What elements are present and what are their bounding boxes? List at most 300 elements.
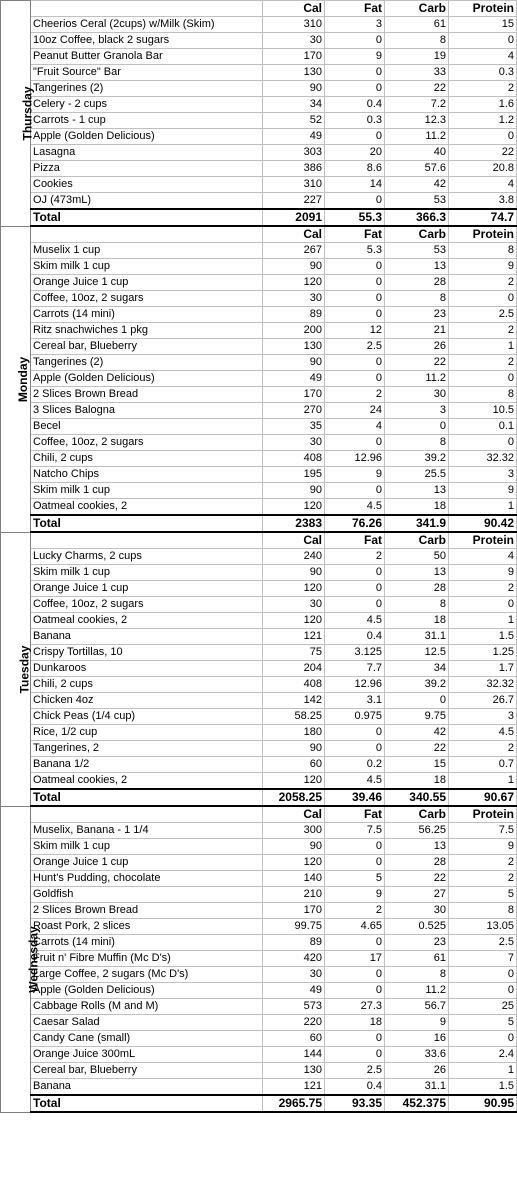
protein-cell[interactable]: 0 [449, 371, 517, 387]
protein-cell[interactable]: 13.05 [449, 919, 517, 935]
food-name-cell[interactable]: Orange Juice 1 cup [31, 581, 263, 597]
total-label-cell[interactable]: Total [31, 789, 263, 806]
cal-cell[interactable]: 170 [263, 387, 325, 403]
food-name-cell[interactable]: Lucky Charms, 2 cups [31, 549, 263, 565]
food-name-cell[interactable]: OJ (473mL) [31, 193, 263, 210]
fat-cell[interactable]: 0 [325, 81, 385, 97]
fat-cell[interactable]: 0 [325, 935, 385, 951]
fat-cell[interactable]: 0 [325, 33, 385, 49]
column-header-protein[interactable]: Protein [449, 532, 517, 549]
protein-cell[interactable]: 9 [449, 259, 517, 275]
fat-cell[interactable]: 0 [325, 307, 385, 323]
fat-cell[interactable]: 0.975 [325, 709, 385, 725]
total-cal-cell[interactable]: 2383 [263, 515, 325, 532]
food-name-cell[interactable]: Cereal bar, Blueberry [31, 339, 263, 355]
food-name-cell[interactable]: Celery - 2 cups [31, 97, 263, 113]
carb-cell[interactable]: 26 [385, 1063, 449, 1079]
carb-cell[interactable]: 18 [385, 613, 449, 629]
protein-cell[interactable]: 1 [449, 613, 517, 629]
total-cal-cell[interactable]: 2965.75 [263, 1095, 325, 1112]
column-header-cal[interactable]: Cal [263, 532, 325, 549]
total-carb-cell[interactable]: 340.55 [385, 789, 449, 806]
cal-cell[interactable]: 120 [263, 855, 325, 871]
food-name-cell[interactable]: Hunt's Pudding, chocolate [31, 871, 263, 887]
food-name-cell[interactable]: 2 Slices Brown Bread [31, 387, 263, 403]
food-name-cell[interactable]: Banana [31, 1079, 263, 1096]
cal-cell[interactable]: 120 [263, 581, 325, 597]
protein-cell[interactable]: 1.2 [449, 113, 517, 129]
protein-cell[interactable]: 0.7 [449, 757, 517, 773]
fat-cell[interactable]: 0 [325, 839, 385, 855]
carb-cell[interactable]: 0 [385, 693, 449, 709]
cal-cell[interactable]: 200 [263, 323, 325, 339]
column-header-fat[interactable]: Fat [325, 532, 385, 549]
food-name-cell[interactable]: Apple (Golden Delicious) [31, 983, 263, 999]
cal-cell[interactable]: 386 [263, 161, 325, 177]
cal-cell[interactable]: 170 [263, 903, 325, 919]
fat-cell[interactable]: 0 [325, 983, 385, 999]
protein-cell[interactable]: 2 [449, 581, 517, 597]
protein-cell[interactable]: 0 [449, 129, 517, 145]
cal-cell[interactable]: 90 [263, 839, 325, 855]
food-name-cell[interactable]: "Fruit Source" Bar [31, 65, 263, 81]
cal-cell[interactable]: 310 [263, 177, 325, 193]
protein-cell[interactable]: 4 [449, 49, 517, 65]
cal-cell[interactable]: 99.75 [263, 919, 325, 935]
column-header-carb[interactable]: Carb [385, 226, 449, 243]
protein-cell[interactable]: 0 [449, 983, 517, 999]
column-header-fat[interactable]: Fat [325, 806, 385, 823]
fat-cell[interactable]: 7.7 [325, 661, 385, 677]
food-name-cell[interactable]: Chick Peas (1/4 cup) [31, 709, 263, 725]
cal-cell[interactable]: 120 [263, 773, 325, 790]
food-name-cell[interactable]: 3 Slices Balogna [31, 403, 263, 419]
carb-cell[interactable]: 12.3 [385, 113, 449, 129]
cal-cell[interactable]: 120 [263, 613, 325, 629]
fat-cell[interactable]: 0 [325, 259, 385, 275]
cal-cell[interactable]: 140 [263, 871, 325, 887]
food-name-cell[interactable]: Cereal bar, Blueberry [31, 1063, 263, 1079]
carb-cell[interactable]: 13 [385, 483, 449, 499]
carb-cell[interactable]: 40 [385, 145, 449, 161]
carb-cell[interactable]: 8 [385, 291, 449, 307]
protein-cell[interactable]: 8 [449, 387, 517, 403]
protein-cell[interactable]: 4.5 [449, 725, 517, 741]
carb-cell[interactable]: 28 [385, 581, 449, 597]
column-header-cal[interactable]: Cal [263, 226, 325, 243]
fat-cell[interactable]: 0 [325, 597, 385, 613]
food-name-cell[interactable]: Cookies [31, 177, 263, 193]
carb-cell[interactable]: 33 [385, 65, 449, 81]
cal-cell[interactable]: 270 [263, 403, 325, 419]
protein-cell[interactable]: 3 [449, 709, 517, 725]
fat-cell[interactable]: 0 [325, 1047, 385, 1063]
carb-cell[interactable]: 57.6 [385, 161, 449, 177]
protein-cell[interactable]: 1 [449, 339, 517, 355]
protein-cell[interactable]: 1 [449, 773, 517, 790]
protein-cell[interactable]: 4 [449, 549, 517, 565]
food-name-cell[interactable]: Orange Juice 300mL [31, 1047, 263, 1063]
food-name-cell[interactable]: Coffee, 10oz, 2 sugars [31, 291, 263, 307]
cal-cell[interactable]: 30 [263, 967, 325, 983]
carb-cell[interactable]: 7.2 [385, 97, 449, 113]
day-label-cell[interactable] [1, 806, 41, 1112]
total-carb-cell[interactable]: 452.375 [385, 1095, 449, 1112]
column-header-protein[interactable]: Protein [449, 806, 517, 823]
total-carb-cell[interactable]: 366.3 [385, 209, 449, 226]
cal-cell[interactable]: 300 [263, 823, 325, 839]
food-name-cell[interactable]: Oatmeal cookies, 2 [31, 499, 263, 516]
fat-cell[interactable]: 12.96 [325, 677, 385, 693]
protein-cell[interactable]: 3 [449, 467, 517, 483]
fat-cell[interactable]: 0 [325, 1031, 385, 1047]
protein-cell[interactable]: 9 [449, 483, 517, 499]
carb-cell[interactable]: 8 [385, 597, 449, 613]
carb-cell[interactable]: 25.5 [385, 467, 449, 483]
column-header-fat[interactable]: Fat [325, 1, 385, 17]
fat-cell[interactable]: 0.4 [325, 1079, 385, 1096]
protein-cell[interactable]: 1.6 [449, 97, 517, 113]
total-fat-cell[interactable]: 55.3 [325, 209, 385, 226]
cal-cell[interactable]: 90 [263, 81, 325, 97]
food-name-cell[interactable]: Goldfish [31, 887, 263, 903]
food-name-cell[interactable]: Chili, 2 cups [31, 677, 263, 693]
protein-cell[interactable]: 4 [449, 177, 517, 193]
protein-cell[interactable]: 2.5 [449, 307, 517, 323]
cal-cell[interactable]: 75 [263, 645, 325, 661]
fat-cell[interactable]: 5.3 [325, 243, 385, 259]
protein-cell[interactable]: 1.5 [449, 629, 517, 645]
protein-cell[interactable]: 1 [449, 1063, 517, 1079]
food-name-cell[interactable]: Banana [31, 629, 263, 645]
carb-cell[interactable]: 23 [385, 935, 449, 951]
carb-cell[interactable]: 3 [385, 403, 449, 419]
fat-cell[interactable]: 0 [325, 967, 385, 983]
cal-cell[interactable]: 573 [263, 999, 325, 1015]
fat-cell[interactable]: 9 [325, 887, 385, 903]
protein-cell[interactable]: 1 [449, 499, 517, 516]
fat-cell[interactable]: 2.5 [325, 1063, 385, 1079]
food-name-cell[interactable]: Coffee, 10oz, 2 sugars [31, 597, 263, 613]
carb-cell[interactable]: 61 [385, 17, 449, 33]
cal-cell[interactable]: 60 [263, 1031, 325, 1047]
carb-cell[interactable]: 0 [385, 419, 449, 435]
food-name-cell[interactable]: Muselix, Banana - 1 1/4 [31, 823, 263, 839]
fat-cell[interactable]: 0 [325, 129, 385, 145]
protein-cell[interactable]: 2 [449, 871, 517, 887]
protein-cell[interactable]: 2 [449, 355, 517, 371]
food-name-cell[interactable]: 10oz Coffee, black 2 sugars [31, 33, 263, 49]
food-name-cell[interactable]: Large Coffee, 2 sugars (Mc D's) [31, 967, 263, 983]
carb-cell[interactable]: 23 [385, 307, 449, 323]
food-name-cell[interactable]: 2 Slices Brown Bread [31, 903, 263, 919]
protein-cell[interactable]: 10.5 [449, 403, 517, 419]
protein-cell[interactable]: 8 [449, 243, 517, 259]
food-name-cell[interactable]: Skim milk 1 cup [31, 483, 263, 499]
food-name-cell[interactable]: Crispy Tortillas, 10 [31, 645, 263, 661]
food-name-cell[interactable]: Tangerines, 2 [31, 741, 263, 757]
fat-cell[interactable]: 12.96 [325, 451, 385, 467]
carb-cell[interactable]: 8 [385, 967, 449, 983]
carb-cell[interactable]: 27 [385, 887, 449, 903]
protein-cell[interactable]: 0 [449, 291, 517, 307]
carb-cell[interactable]: 13 [385, 259, 449, 275]
cal-cell[interactable]: 30 [263, 597, 325, 613]
cal-cell[interactable]: 130 [263, 339, 325, 355]
carb-cell[interactable]: 26 [385, 339, 449, 355]
food-name-cell[interactable]: Candy Cane (small) [31, 1031, 263, 1047]
cal-cell[interactable]: 303 [263, 145, 325, 161]
food-name-cell[interactable]: Carrots (14 mini) [31, 935, 263, 951]
food-name-cell[interactable]: Peanut Butter Granola Bar [31, 49, 263, 65]
cal-cell[interactable]: 267 [263, 243, 325, 259]
protein-cell[interactable]: 1.7 [449, 661, 517, 677]
cal-cell[interactable]: 49 [263, 129, 325, 145]
total-label-cell[interactable]: Total [31, 209, 263, 226]
food-name-cell[interactable]: Lasagna [31, 145, 263, 161]
header-item-cell[interactable] [31, 532, 263, 549]
protein-cell[interactable]: 2 [449, 275, 517, 291]
cal-cell[interactable]: 227 [263, 193, 325, 210]
cal-cell[interactable]: 130 [263, 1063, 325, 1079]
carb-cell[interactable]: 50 [385, 549, 449, 565]
food-name-cell[interactable]: Natcho Chips [31, 467, 263, 483]
cal-cell[interactable]: 420 [263, 951, 325, 967]
fat-cell[interactable]: 18 [325, 1015, 385, 1031]
cal-cell[interactable]: 49 [263, 983, 325, 999]
cal-cell[interactable]: 30 [263, 435, 325, 451]
cal-cell[interactable]: 195 [263, 467, 325, 483]
total-fat-cell[interactable]: 76.26 [325, 515, 385, 532]
cal-cell[interactable]: 60 [263, 757, 325, 773]
cal-cell[interactable]: 120 [263, 275, 325, 291]
protein-cell[interactable]: 32.32 [449, 677, 517, 693]
cal-cell[interactable]: 120 [263, 499, 325, 516]
food-name-cell[interactable]: Fruit n' Fibre Muffin (Mc D's) [31, 951, 263, 967]
protein-cell[interactable]: 22 [449, 145, 517, 161]
food-name-cell[interactable]: Roast Pork, 2 slices [31, 919, 263, 935]
protein-cell[interactable]: 0 [449, 33, 517, 49]
carb-cell[interactable]: 30 [385, 903, 449, 919]
fat-cell[interactable]: 2 [325, 903, 385, 919]
column-header-carb[interactable]: Carb [385, 532, 449, 549]
total-protein-cell[interactable]: 90.67 [449, 789, 517, 806]
protein-cell[interactable]: 5 [449, 887, 517, 903]
carb-cell[interactable]: 39.2 [385, 677, 449, 693]
food-name-cell[interactable]: Apple (Golden Delicious) [31, 129, 263, 145]
food-name-cell[interactable]: Oatmeal cookies, 2 [31, 773, 263, 790]
fat-cell[interactable]: 17 [325, 951, 385, 967]
fat-cell[interactable]: 0.3 [325, 113, 385, 129]
cal-cell[interactable]: 170 [263, 49, 325, 65]
fat-cell[interactable]: 3.125 [325, 645, 385, 661]
column-header-cal[interactable]: Cal [263, 1, 325, 17]
protein-cell[interactable]: 2 [449, 855, 517, 871]
column-header-fat[interactable]: Fat [325, 226, 385, 243]
food-name-cell[interactable]: Apple (Golden Delicious) [31, 371, 263, 387]
cal-cell[interactable]: 210 [263, 887, 325, 903]
food-name-cell[interactable]: Muselix 1 cup [31, 243, 263, 259]
column-header-carb[interactable]: Carb [385, 806, 449, 823]
protein-cell[interactable]: 1.25 [449, 645, 517, 661]
fat-cell[interactable]: 0 [325, 355, 385, 371]
food-name-cell[interactable]: Dunkaroos [31, 661, 263, 677]
cal-cell[interactable]: 90 [263, 259, 325, 275]
food-name-cell[interactable]: Cheerios Ceral (2cups) w/Milk (Skim) [31, 17, 263, 33]
fat-cell[interactable]: 24 [325, 403, 385, 419]
protein-cell[interactable]: 2 [449, 323, 517, 339]
food-name-cell[interactable]: Caesar Salad [31, 1015, 263, 1031]
protein-cell[interactable]: 0 [449, 597, 517, 613]
food-name-cell[interactable]: Skim milk 1 cup [31, 839, 263, 855]
total-label-cell[interactable]: Total [31, 1095, 263, 1112]
total-protein-cell[interactable]: 90.95 [449, 1095, 517, 1112]
carb-cell[interactable]: 61 [385, 951, 449, 967]
protein-cell[interactable]: 7.5 [449, 823, 517, 839]
header-item-cell[interactable] [31, 806, 263, 823]
carb-cell[interactable]: 0.525 [385, 919, 449, 935]
carb-cell[interactable]: 9.75 [385, 709, 449, 725]
cal-cell[interactable]: 142 [263, 693, 325, 709]
fat-cell[interactable]: 2.5 [325, 339, 385, 355]
carb-cell[interactable]: 42 [385, 177, 449, 193]
protein-cell[interactable]: 25 [449, 999, 517, 1015]
carb-cell[interactable]: 22 [385, 81, 449, 97]
food-name-cell[interactable]: Pizza [31, 161, 263, 177]
carb-cell[interactable]: 18 [385, 773, 449, 790]
total-protein-cell[interactable]: 74.7 [449, 209, 517, 226]
total-fat-cell[interactable]: 93.35 [325, 1095, 385, 1112]
food-name-cell[interactable]: Carrots - 1 cup [31, 113, 263, 129]
fat-cell[interactable]: 0 [325, 291, 385, 307]
carb-cell[interactable]: 12.5 [385, 645, 449, 661]
protein-cell[interactable]: 2.5 [449, 935, 517, 951]
food-name-cell[interactable]: Banana 1/2 [31, 757, 263, 773]
carb-cell[interactable]: 30 [385, 387, 449, 403]
fat-cell[interactable]: 4.65 [325, 919, 385, 935]
cal-cell[interactable]: 30 [263, 291, 325, 307]
protein-cell[interactable]: 2.4 [449, 1047, 517, 1063]
cal-cell[interactable]: 34 [263, 97, 325, 113]
fat-cell[interactable]: 0.4 [325, 97, 385, 113]
fat-cell[interactable]: 27.3 [325, 999, 385, 1015]
carb-cell[interactable]: 28 [385, 275, 449, 291]
day-label-cell[interactable] [1, 1, 35, 227]
total-protein-cell[interactable]: 90.42 [449, 515, 517, 532]
carb-cell[interactable]: 19 [385, 49, 449, 65]
total-label-cell[interactable]: Total [31, 515, 263, 532]
carb-cell[interactable]: 8 [385, 435, 449, 451]
cal-cell[interactable]: 220 [263, 1015, 325, 1031]
fat-cell[interactable]: 14 [325, 177, 385, 193]
protein-cell[interactable]: 0.1 [449, 419, 517, 435]
cal-cell[interactable]: 121 [263, 1079, 325, 1096]
fat-cell[interactable]: 12 [325, 323, 385, 339]
fat-cell[interactable]: 4.5 [325, 499, 385, 516]
fat-cell[interactable]: 2 [325, 387, 385, 403]
fat-cell[interactable]: 9 [325, 49, 385, 65]
fat-cell[interactable]: 20 [325, 145, 385, 161]
fat-cell[interactable]: 0.2 [325, 757, 385, 773]
total-fat-cell[interactable]: 39.46 [325, 789, 385, 806]
total-cal-cell[interactable]: 2091 [263, 209, 325, 226]
fat-cell[interactable]: 4 [325, 419, 385, 435]
food-name-cell[interactable]: Rice, 1/2 cup [31, 725, 263, 741]
cal-cell[interactable]: 89 [263, 307, 325, 323]
fat-cell[interactable]: 0 [325, 855, 385, 871]
carb-cell[interactable]: 33.6 [385, 1047, 449, 1063]
protein-cell[interactable]: 2 [449, 741, 517, 757]
carb-cell[interactable]: 13 [385, 839, 449, 855]
cal-cell[interactable]: 408 [263, 677, 325, 693]
column-header-protein[interactable]: Protein [449, 226, 517, 243]
protein-cell[interactable]: 32.32 [449, 451, 517, 467]
header-item-cell[interactable] [31, 1, 263, 17]
protein-cell[interactable]: 7 [449, 951, 517, 967]
protein-cell[interactable]: 15 [449, 17, 517, 33]
protein-cell[interactable]: 1.5 [449, 1079, 517, 1096]
protein-cell[interactable]: 26.7 [449, 693, 517, 709]
column-header-protein[interactable]: Protein [449, 1, 517, 17]
protein-cell[interactable]: 9 [449, 565, 517, 581]
carb-cell[interactable]: 56.25 [385, 823, 449, 839]
carb-cell[interactable]: 22 [385, 871, 449, 887]
fat-cell[interactable]: 0 [325, 371, 385, 387]
protein-cell[interactable]: 9 [449, 839, 517, 855]
food-name-cell[interactable]: Chili, 2 cups [31, 451, 263, 467]
food-name-cell[interactable]: Orange Juice 1 cup [31, 275, 263, 291]
carb-cell[interactable]: 39.2 [385, 451, 449, 467]
day-label-cell[interactable] [1, 532, 31, 806]
header-item-cell[interactable] [31, 226, 263, 243]
cal-cell[interactable]: 130 [263, 65, 325, 81]
food-name-cell[interactable]: Carrots (14 mini) [31, 307, 263, 323]
cal-cell[interactable]: 90 [263, 483, 325, 499]
fat-cell[interactable]: 0 [325, 193, 385, 210]
food-name-cell[interactable]: Oatmeal cookies, 2 [31, 613, 263, 629]
cal-cell[interactable]: 52 [263, 113, 325, 129]
cal-cell[interactable]: 30 [263, 33, 325, 49]
cal-cell[interactable]: 90 [263, 565, 325, 581]
total-cal-cell[interactable]: 2058.25 [263, 789, 325, 806]
column-header-cal[interactable]: Cal [263, 806, 325, 823]
fat-cell[interactable]: 0 [325, 435, 385, 451]
carb-cell[interactable]: 8 [385, 33, 449, 49]
cal-cell[interactable]: 90 [263, 741, 325, 757]
cal-cell[interactable]: 121 [263, 629, 325, 645]
cal-cell[interactable]: 90 [263, 355, 325, 371]
food-name-cell[interactable]: Coffee, 10oz, 2 sugars [31, 435, 263, 451]
carb-cell[interactable]: 21 [385, 323, 449, 339]
carb-cell[interactable]: 53 [385, 243, 449, 259]
carb-cell[interactable]: 11.2 [385, 129, 449, 145]
carb-cell[interactable]: 22 [385, 741, 449, 757]
fat-cell[interactable]: 4.5 [325, 773, 385, 790]
protein-cell[interactable]: 20.8 [449, 161, 517, 177]
carb-cell[interactable]: 9 [385, 1015, 449, 1031]
protein-cell[interactable]: 5 [449, 1015, 517, 1031]
carb-cell[interactable]: 56.7 [385, 999, 449, 1015]
food-name-cell[interactable]: Skim milk 1 cup [31, 259, 263, 275]
fat-cell[interactable]: 0 [325, 581, 385, 597]
fat-cell[interactable]: 0 [325, 275, 385, 291]
fat-cell[interactable]: 0 [325, 565, 385, 581]
carb-cell[interactable]: 34 [385, 661, 449, 677]
protein-cell[interactable]: 0 [449, 1031, 517, 1047]
carb-cell[interactable]: 42 [385, 725, 449, 741]
column-header-carb[interactable]: Carb [385, 1, 449, 17]
fat-cell[interactable]: 5 [325, 871, 385, 887]
